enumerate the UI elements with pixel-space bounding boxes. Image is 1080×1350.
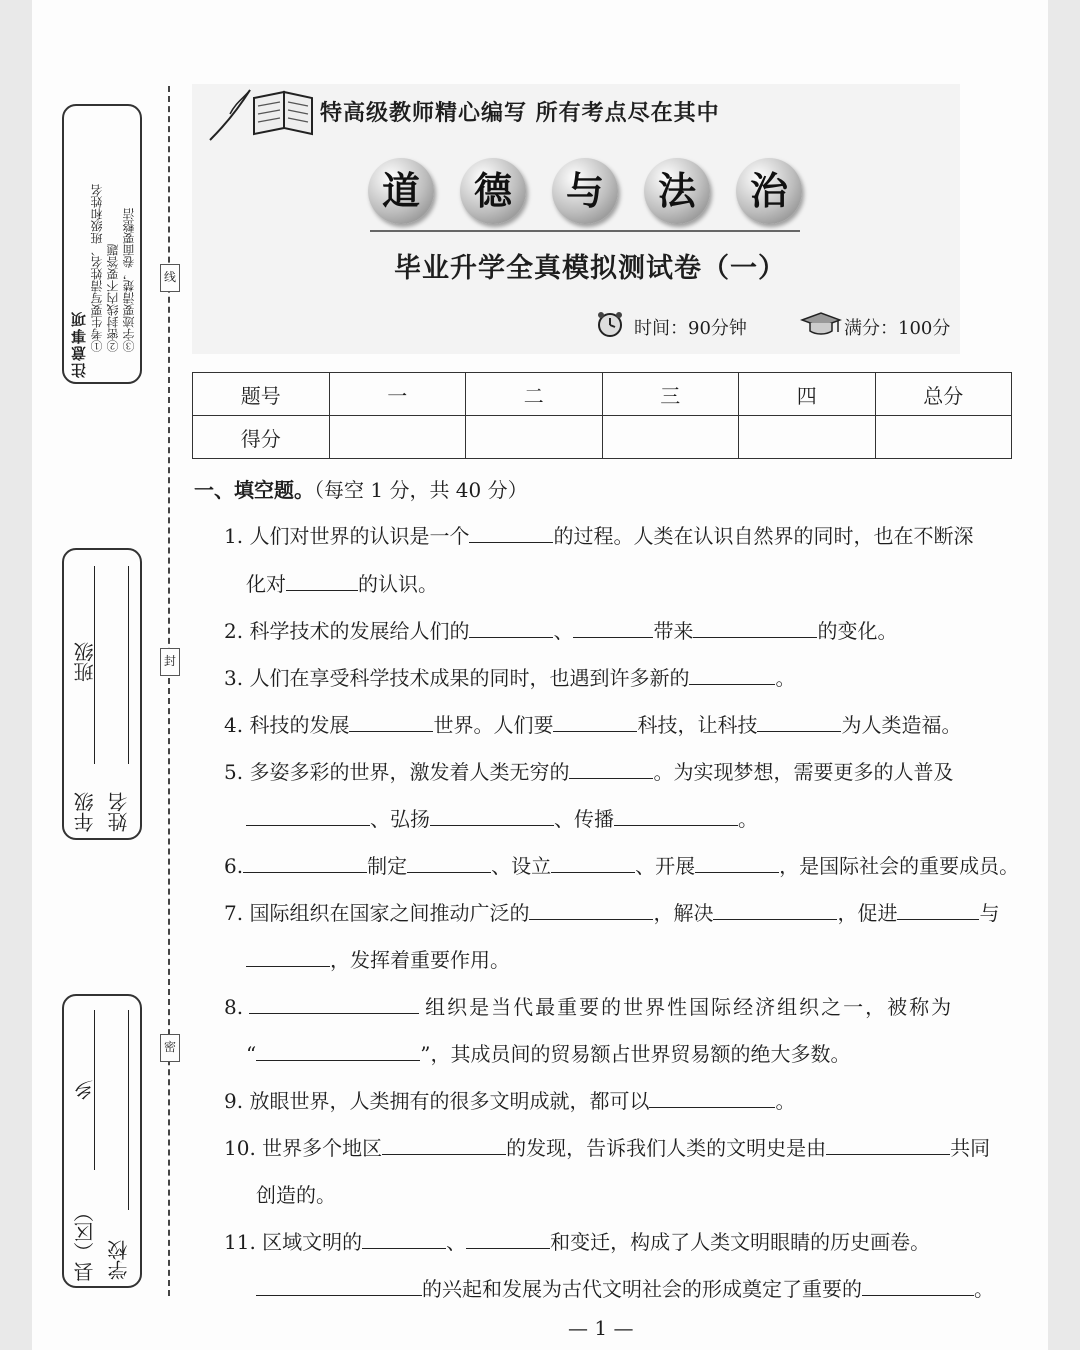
question-11-line-1: 11. 区域文明的 、 和变迁，构成了人类文明眼睛的历史画卷。 <box>224 1230 931 1254</box>
book-quill-icon <box>206 84 316 144</box>
question-8-line-1: 8. 组织是当代最重要的世界性国际经济组织之一，被称为 <box>224 995 954 1019</box>
answer-blank[interactable] <box>553 713 637 732</box>
page-number: — 1 — <box>568 1316 634 1340</box>
answer-blank[interactable] <box>407 854 491 873</box>
table-header-cell: 题号 <box>193 373 330 416</box>
answer-blank[interactable] <box>862 1277 974 1296</box>
question-11-line-2: 的兴起和发展为古代文明社会的形成奠定了重要的 。 <box>256 1273 994 1302</box>
question-1-line-1: 1. 人们对世界的认识是一个 的过程。人类在认识自然界的同时，也在不断深 <box>224 524 974 548</box>
question-5-line-2: 、弘扬 、传播 。 <box>246 803 758 832</box>
table-header-cell: 四 <box>739 373 876 416</box>
answer-blank[interactable] <box>469 524 553 543</box>
subject-char-5: 治 <box>736 158 802 224</box>
notice-title: 注意事项 <box>70 310 88 378</box>
score-cell[interactable] <box>466 416 603 459</box>
score-cell[interactable] <box>602 416 739 459</box>
subject-char-2: 德 <box>460 158 526 224</box>
table-header-cell: 总分 <box>875 373 1012 416</box>
student-info-box <box>62 548 142 840</box>
answer-blank[interactable] <box>349 713 433 732</box>
subject-char-4: 法 <box>644 158 710 224</box>
answer-blank[interactable] <box>695 854 779 873</box>
answer-blank[interactable] <box>246 948 330 967</box>
subject-char-3: 与 <box>552 158 618 224</box>
answer-blank[interactable] <box>826 1136 950 1155</box>
seal-mark-seal: 封 <box>160 648 180 676</box>
answer-blank[interactable] <box>689 666 775 685</box>
answer-blank[interactable] <box>573 619 653 638</box>
answer-blank[interactable] <box>256 1042 420 1061</box>
table-header-cell: 三 <box>602 373 739 416</box>
question-4: 4. 科技的发展 世界。人们要 科技，让科技 为人类造福。 <box>224 713 962 737</box>
county-label: 县（区） <box>73 1202 97 1282</box>
answer-blank[interactable] <box>529 901 653 920</box>
question-10-line-1: 10. 世界多个地区 的发现，告诉我们人类的文明史是由 共同 <box>224 1136 991 1160</box>
township-label: 乡 <box>73 1080 97 1100</box>
title-divider <box>370 230 800 232</box>
question-8-line-2: “ ”，其成员间的贸易额占世界贸易额的绝大多数。 <box>246 1042 851 1066</box>
notice-item-3: ③字迹要清楚，卷面要整洁 <box>122 208 136 352</box>
class-label: 班级 <box>73 642 97 682</box>
section-title: 一、填空题。 <box>194 478 314 502</box>
answer-blank[interactable] <box>430 807 554 826</box>
answer-blank[interactable] <box>757 713 841 732</box>
slogan: 特高级教师精心编写 所有考点尽在其中 <box>320 101 720 126</box>
score-table <box>192 372 1012 459</box>
question-10-line-2: 创造的。 <box>256 1183 336 1207</box>
full-score: 满分：100分 <box>844 318 951 339</box>
school-info-box <box>62 994 142 1288</box>
score-cell[interactable] <box>875 416 1012 459</box>
school-line <box>128 1010 129 1210</box>
section-note: （每空 1 分，共 40 分） <box>314 478 528 502</box>
answer-blank[interactable] <box>286 572 358 591</box>
graduation-cap-icon <box>800 310 842 338</box>
answer-blank[interactable] <box>362 1230 446 1249</box>
notice-box <box>62 104 142 384</box>
score-table-row <box>193 416 1012 459</box>
school-label: 学校 <box>107 1240 131 1280</box>
seal-mark-line: 线 <box>160 264 180 292</box>
question-9: 9. 放眼世界，人类拥有的很多文明成就，都可以 。 <box>224 1089 796 1113</box>
table-header-cell: 一 <box>329 373 466 416</box>
answer-blank[interactable] <box>551 854 635 873</box>
notice-item-1: ①考生要写清姓名、班级和姓名 <box>90 184 104 352</box>
clock-icon <box>592 310 628 338</box>
answer-blank[interactable] <box>249 995 419 1014</box>
question-7-line-2: ，发挥着重要作用。 <box>246 944 510 973</box>
answer-blank[interactable] <box>693 619 817 638</box>
question-7-line-1: 7. 国际组织在国家之间推动广泛的 ，解决 ，促进 与 <box>224 901 1000 925</box>
answer-blank[interactable] <box>382 1136 506 1155</box>
question-3: 3. 人们在享受科学技术成果的同时，也遇到许多新的 。 <box>224 666 796 690</box>
answer-blank[interactable] <box>649 1089 775 1108</box>
subject-char-1: 道 <box>368 158 434 224</box>
table-header-cell: 二 <box>466 373 603 416</box>
notice-item-2: ②密封线内不要答题 <box>106 244 120 352</box>
answer-blank[interactable] <box>713 901 837 920</box>
question-6: 6. 制定 、设立 、开展 ，是国际社会的重要成员。 <box>224 854 1020 878</box>
answer-blank[interactable] <box>246 807 370 826</box>
answer-blank[interactable] <box>897 901 979 920</box>
name-line <box>128 566 129 764</box>
question-2: 2. 科学技术的发展给人们的 、 带来 的变化。 <box>224 619 898 643</box>
answer-blank[interactable] <box>256 1277 422 1296</box>
exam-time: 时间：90分钟 <box>634 318 747 339</box>
name-label: 姓名 <box>107 792 131 832</box>
answer-blank[interactable] <box>466 1230 550 1249</box>
answer-blank[interactable] <box>569 760 653 779</box>
answer-blank[interactable] <box>469 619 553 638</box>
score-table-header-row <box>193 373 1012 416</box>
seal-mark-secret: 密 <box>160 1034 180 1062</box>
score-row-label: 得分 <box>193 416 330 459</box>
question-5-line-1: 5. 多姿多彩的世界，激发着人类无穷的 。为实现梦想，需要更多的人普及 <box>224 760 954 784</box>
grade-label: 年级 <box>73 792 97 832</box>
exam-subtitle: 毕业升学全真模拟测试卷（一） <box>394 253 786 284</box>
answer-blank[interactable] <box>614 807 738 826</box>
section-heading <box>194 474 528 503</box>
answer-blank[interactable] <box>243 854 367 873</box>
score-cell[interactable] <box>739 416 876 459</box>
score-cell[interactable] <box>329 416 466 459</box>
question-1-line-2: 化对 的认识。 <box>246 572 438 596</box>
